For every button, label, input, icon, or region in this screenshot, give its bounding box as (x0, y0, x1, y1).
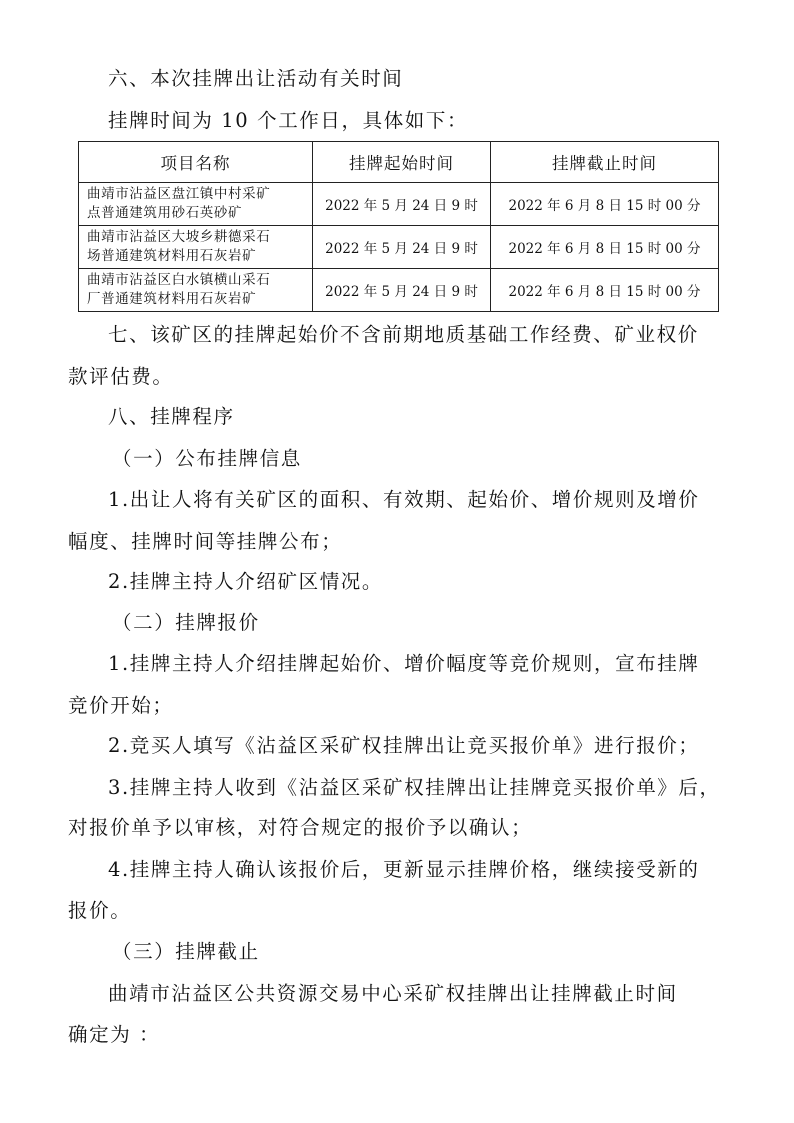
project-name-line1: 曲靖市沾益区盘江镇中村采矿 (87, 186, 271, 202)
header-start-time: 挂牌起始时间 (313, 142, 491, 183)
sub1-heading: （一）公布挂牌信息 (112, 447, 302, 470)
project-name-cell (79, 269, 313, 312)
start-time-cell: 2022 年 5 月 24 日 9 时 (313, 183, 491, 226)
table-row (79, 226, 719, 269)
sub2-item3-line1: 3.挂牌主持人收到《沾益区采矿权挂牌出让挂牌竞买报价单》后， (108, 776, 721, 799)
sub2-item4-line2: 报价。 (68, 899, 132, 922)
project-name-cell (79, 183, 313, 226)
project-name-cell (79, 226, 313, 269)
section6-heading: 六、本次挂牌出让活动有关时间 (108, 67, 404, 90)
sub2-item3-line2: 对报价单予以审核，对符合规定的报价予以确认； (68, 816, 533, 839)
sub2-item1-line2: 竞价开始； (68, 694, 174, 717)
sub2-heading: （二）挂牌报价 (112, 611, 260, 634)
project-name-line2: 场普通建筑材料用石灰岩矿 (87, 248, 257, 264)
project-name-line2: 点普通建筑用砂石英砂矿 (87, 205, 243, 221)
project-name-line2: 厂普通建筑材料用石灰岩矿 (87, 291, 257, 307)
header-project-name: 项目名称 (79, 142, 313, 183)
table-row (79, 183, 719, 226)
sub1-item1-line2: 幅度、挂牌时间等挂牌公布； (68, 530, 343, 553)
end-time-cell: 2022 年 6 月 8 日 15 时 00 分 (491, 183, 719, 226)
sub2-item1-line1: 1.挂牌主持人介绍挂牌起始价、增价幅度等竞价规则，宣布挂牌 (108, 652, 700, 675)
sub3-heading: （三）挂牌截止 (112, 940, 260, 963)
sub2-item4-line1: 4.挂牌主持人确认该报价后，更新显示挂牌价格，继续接受新的 (108, 858, 700, 881)
section8-heading: 八、挂牌程序 (108, 405, 235, 428)
start-time-cell: 2022 年 5 月 24 日 9 时 (313, 226, 491, 269)
section7-line2: 款评估费。 (68, 365, 174, 388)
sub1-item1-line1: 1.出让人将有关矿区的面积、有效期、起始价、增价规则及增价 (108, 488, 700, 511)
section6-intro: 挂牌时间为 10 个工作日，具体如下： (108, 109, 469, 132)
header-end-time: 挂牌截止时间 (491, 142, 719, 183)
section7-line1: 七、该矿区的挂牌起始价不含前期地质基础工作经费、矿业权价 (108, 323, 699, 346)
sub2-item2: 2.竞买人填写《沾益区采矿权挂牌出让竞买报价单》进行报价； (108, 734, 700, 757)
table-row (79, 269, 719, 312)
end-time-cell: 2022 年 6 月 8 日 15 时 00 分 (491, 269, 719, 312)
project-name-line1: 曲靖市沾益区白水镇横山采石 (87, 272, 271, 288)
sub3-text-line1: 曲靖市沾益区公共资源交易中心采矿权挂牌出让挂牌截止时间 (108, 982, 678, 1005)
schedule-table (78, 141, 719, 312)
end-time-cell: 2022 年 6 月 8 日 15 时 00 分 (491, 226, 719, 269)
sub3-text-line2: 确定为 ： (68, 1023, 161, 1046)
start-time-cell: 2022 年 5 月 24 日 9 时 (313, 269, 491, 312)
sub1-item2: 2.挂牌主持人介绍矿区情况。 (108, 570, 384, 593)
table-header-row (79, 142, 719, 183)
project-name-line1: 曲靖市沾益区大坡乡耕德采石 (87, 229, 271, 245)
